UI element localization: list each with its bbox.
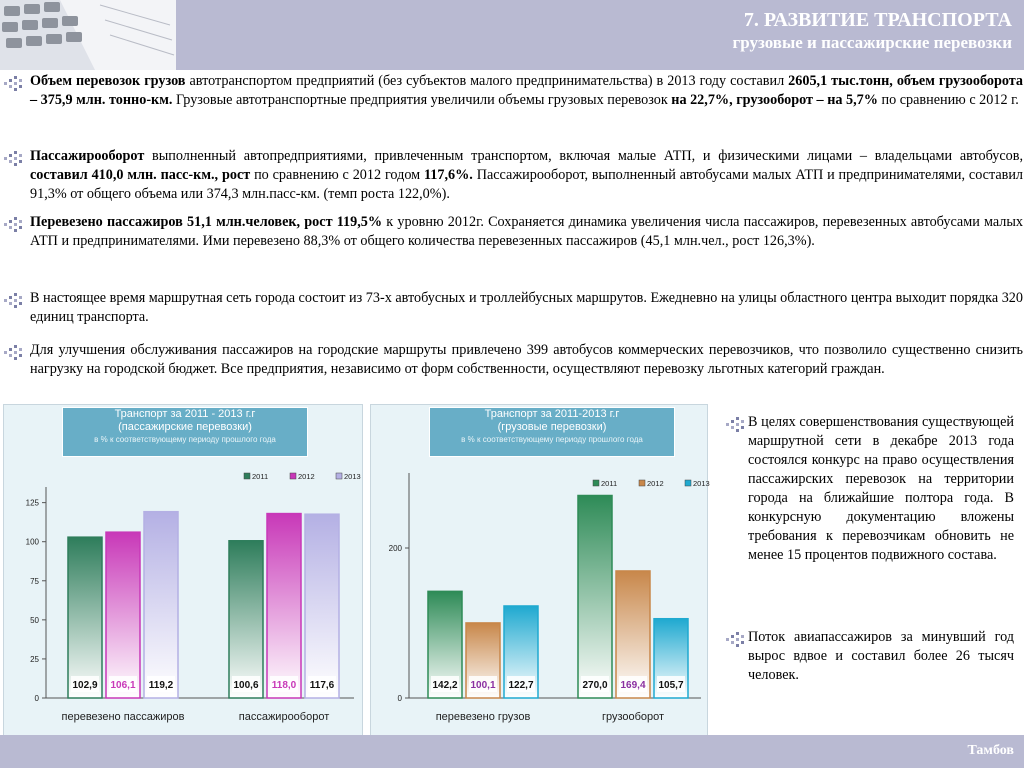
text-run: на 22,7%, грузооборот – на 5,7% — [671, 92, 878, 108]
text-paragraph — [30, 341, 1023, 379]
text-run: Пассажирооборот, выполненный автобусами малых АТП и предпринимателями, составил 91,3% от общего объема или 374,3 млн.пасс-км. (темп роста 122,0%). — [30, 167, 1024, 202]
text-run: 2605,1 тыс.тонн, объем грузооборота – 375,9 млн. тонно-км. — [30, 73, 1023, 108]
chart-subtitle: (грузовые перевозки) — [497, 421, 607, 433]
category-label: грузооборот — [601, 711, 665, 723]
arrow-bullet-icon — [724, 415, 746, 431]
footer-band — [0, 735, 1024, 768]
data-label: 270,0 — [582, 680, 608, 691]
text-run: по сравнению с 2012 г. — [877, 92, 1019, 108]
arrow-bullet-icon — [2, 149, 24, 165]
text-paragraph — [30, 72, 1023, 110]
data-label: 119,2 — [148, 680, 174, 691]
header-band — [0, 0, 1024, 70]
arrow-bullet-icon — [2, 291, 24, 307]
chart-note: в % к соответствующему периоду прошлого года — [94, 435, 276, 444]
y-tick-label: 50 — [30, 615, 39, 625]
bar-chart-freight — [371, 405, 710, 735]
text-run: автотранспортом предприятий (без субъектов малого предпринимательства) в 2013 году составил — [185, 73, 789, 89]
data-label: 106,1 — [110, 680, 136, 691]
category-label: перевезено грузов — [435, 711, 531, 723]
legend-swatch — [593, 480, 599, 486]
y-tick-label: 0 — [397, 694, 402, 703]
bar — [305, 514, 339, 698]
legend-label: 2011 — [252, 472, 269, 481]
text-run: 117,6%. — [423, 167, 473, 183]
arrow-bullet-icon — [724, 415, 746, 431]
text-run: Пассажирооборот — [30, 148, 145, 164]
text-run: к уровню 2012г. Сохраняется динамика увеличения числа пассажиров, перевезенных автобусами малых АТП и предпринимателями. Ими перевезено 88,3% от общего количества перевезенных пассажиров (45,1 млн.чел., рост 126,3%). — [30, 214, 1024, 249]
page-subtitle: грузовые и пассажирские перевозки — [732, 33, 1012, 52]
arrow-bullet-icon — [2, 149, 24, 165]
arrow-bullet-icon — [724, 630, 746, 646]
text-run: выполненный автопредприятиями, привлеченным транспортом, включая малые АТП, и физическими лицами – владельцами автобусов, — [144, 148, 1023, 164]
footer-city: Тамбов — [967, 743, 1014, 758]
data-label: 100,1 — [470, 680, 496, 691]
legend-label: 2011 — [601, 479, 618, 488]
legend-swatch — [290, 473, 296, 479]
data-label: 142,2 — [432, 680, 458, 691]
arrow-bullet-icon — [724, 630, 746, 646]
text-run: по сравнению с 2012 годом — [250, 167, 424, 183]
data-label: 169,4 — [620, 680, 646, 691]
chart-panel-passenger — [3, 404, 363, 736]
arrow-bullet-icon — [2, 291, 24, 307]
legend-swatch — [336, 473, 342, 479]
bar — [578, 496, 612, 699]
page-title: 7. РАЗВИТИЕ ТРАНСПОРТА — [743, 9, 1012, 31]
calculator-photo — [0, 0, 176, 70]
legend-label: 2013 — [693, 479, 710, 488]
y-tick-label: 0 — [34, 694, 39, 703]
legend-label: 2013 — [344, 472, 361, 481]
y-tick-label: 200 — [388, 544, 402, 553]
arrow-bullet-icon — [2, 74, 24, 90]
side-paragraph: Поток авиапассажиров за минувший год вырос вдвое и составил более 26 тысяч человек. — [748, 629, 1014, 683]
arrow-bullet-icon — [2, 343, 24, 359]
bar — [267, 514, 301, 698]
legend-swatch — [685, 480, 691, 486]
chart-title: Транспорт за 2011-2013 г.г — [484, 408, 620, 420]
data-label: 105,7 — [658, 680, 684, 691]
bar — [229, 541, 263, 698]
bar — [106, 532, 140, 698]
text-run: Перевезено пассажиров 51,1 млн.человек, рост 119,5% — [30, 214, 383, 230]
text-run: Объем перевозок грузов — [30, 73, 186, 89]
arrow-bullet-icon — [2, 215, 24, 231]
arrow-bullet-icon — [2, 74, 24, 90]
legend-swatch — [639, 480, 645, 486]
data-label: 102,9 — [72, 680, 98, 691]
chart-subtitle: (пассажирские перевозки) — [118, 421, 252, 433]
side-paragraph: В целях совершенствования существующей маршрутной сети в декабре 2013 года состоялся конкурс на право осуществления пассажирских перевозок на территории города на ближайшие полтора года. В конкурсную документацию вложены требования к перевозчикам обновить не менее 15 процентов подвижного состава. — [748, 414, 1014, 563]
legend-label: 2012 — [647, 479, 664, 488]
y-tick-label: 125 — [25, 498, 39, 508]
legend-label: 2012 — [298, 472, 315, 481]
text-run: Грузовые автотранспортные предприятия увеличили объемы грузовых перевозок — [172, 92, 672, 108]
text-run: В настоящее время маршрутная сеть города состоит из 73-х автобусных и троллейбусных маршрутов. Ежедневно на улицы областного центра выходит порядка 320 единиц транспорта. — [30, 290, 1023, 325]
legend-swatch — [244, 473, 250, 479]
data-label: 100,6 — [233, 680, 259, 691]
bar — [144, 512, 178, 698]
data-label: 117,6 — [309, 680, 335, 691]
text-paragraph — [30, 213, 1023, 251]
arrow-bullet-icon — [2, 215, 24, 231]
chart-panel-freight — [370, 404, 708, 736]
chart-title: Транспорт за 2011 - 2013 г.г — [114, 408, 256, 420]
category-label: перевезено пассажиров — [61, 711, 185, 723]
arrow-bullet-icon — [2, 343, 24, 359]
text-run: Для улучшения обслуживания пассажиров на городские маршруты привлечено 399 автобусов коммерческих перевозчиков, что позволило существенно снизить нагрузку на городской бюджет. Все предприятия, независимо от форм собственности, осуществляют перевозку льготных категорий граждан. — [30, 342, 1023, 377]
y-tick-label: 100 — [25, 537, 39, 547]
data-label: 118,0 — [271, 680, 297, 691]
text-paragraph — [30, 147, 1023, 204]
data-label: 122,7 — [508, 680, 534, 691]
text-run: составил 410,0 млн. пасс-км., рост — [30, 167, 251, 183]
y-tick-label: 75 — [30, 576, 39, 586]
bar — [68, 537, 102, 698]
y-tick-label: 25 — [30, 654, 39, 664]
calculator-icon — [0, 0, 176, 70]
text-paragraph — [30, 289, 1023, 327]
chart-note: в % к соответствующему периоду прошлого года — [461, 435, 643, 444]
category-label: пассажирооборот — [238, 711, 330, 723]
bar-chart-passenger — [4, 405, 362, 735]
